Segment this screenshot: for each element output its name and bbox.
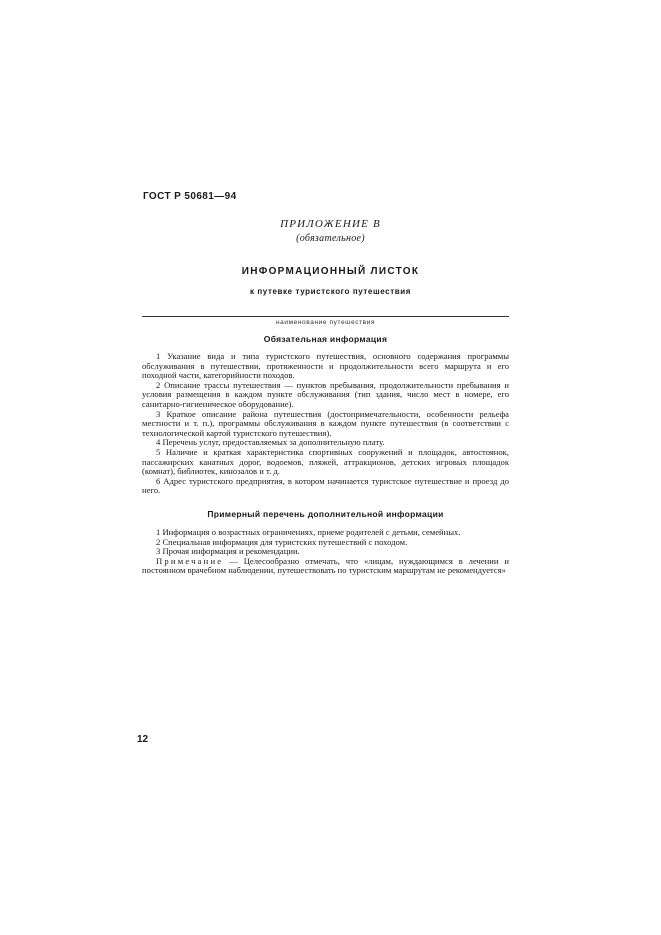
page-number: 12 [137, 734, 149, 745]
section-body-additional [142, 528, 509, 576]
fill-in-caption: наименование путешествия [275, 319, 376, 326]
paragraph: 2 Специальная информация для туристских путешествий с походом. [156, 536, 408, 547]
fill-in-line [142, 316, 509, 317]
paragraph: 3 Прочая информация и рекомендации. [156, 546, 300, 557]
paragraph: 3 Краткое описание района путешествия (достопримечательности, особенности рельефа местности и т. п.), программы обслуживания в каждом пункте путешествия (в соответствии с технологической картой туристского путешествия). [142, 408, 509, 438]
paragraph: 1 Указание вида и типа туристского путешествия, основного содержания программы обслуживания в путешествии, протяженности и продолжительности всего маршрута и его походной части, категорийности походов. [142, 351, 509, 381]
standard-code: ГОСТ Р 50681—94 [143, 191, 237, 202]
document-title: ИНФОРМАЦИОННЫЙ ЛИСТОК [241, 266, 420, 277]
appendix-status: (обязательное) [296, 233, 365, 244]
paragraph: 4 Перечень услуг, предоставляемых за дополнительную плату. [156, 437, 385, 448]
section-heading-mandatory: Обязательная информация [263, 334, 388, 344]
document-subtitle: к путевке туристского путешествия [249, 287, 412, 296]
paragraph: 1 Информация о возрастных ограничениях, приеме родителей с детьми, семейных. [156, 527, 461, 537]
section-body-mandatory [142, 352, 509, 496]
paragraph: 5 Наличие и краткая характеристика спортивных сооружений и площадок, автостоянок, пассажирских канатных дорог, водоемов, пляжей, аттракционов, детских игровых площадок (комнат), библиотек, кинозалов и т. д. [142, 446, 509, 477]
appendix-title: ПРИЛОЖЕНИЕ В [280, 218, 381, 230]
note-label: Примечание [156, 555, 224, 566]
section-heading-additional: Примерный перечень дополнительной информации [207, 509, 444, 519]
note [142, 557, 509, 576]
paragraph: 2 Описание трассы путешествия — пунктов пребывания, продолжительности пребывания и условия размещения в каждом пункте обслуживания (тип здания, число мест в номере, его санитарно-гигиеническое оборудование). [142, 379, 509, 409]
paragraph: 6 Адрес туристского предприятия, в котором начинается туристское путешествие и проезд до него. [142, 475, 509, 496]
note-text: — Целесообразно отмечать, что «лицам, нуждающимся в лечении и постоянном врачебном наблюдении, путешествовать по туристским маршрутам не рекомендуется» [142, 555, 509, 576]
